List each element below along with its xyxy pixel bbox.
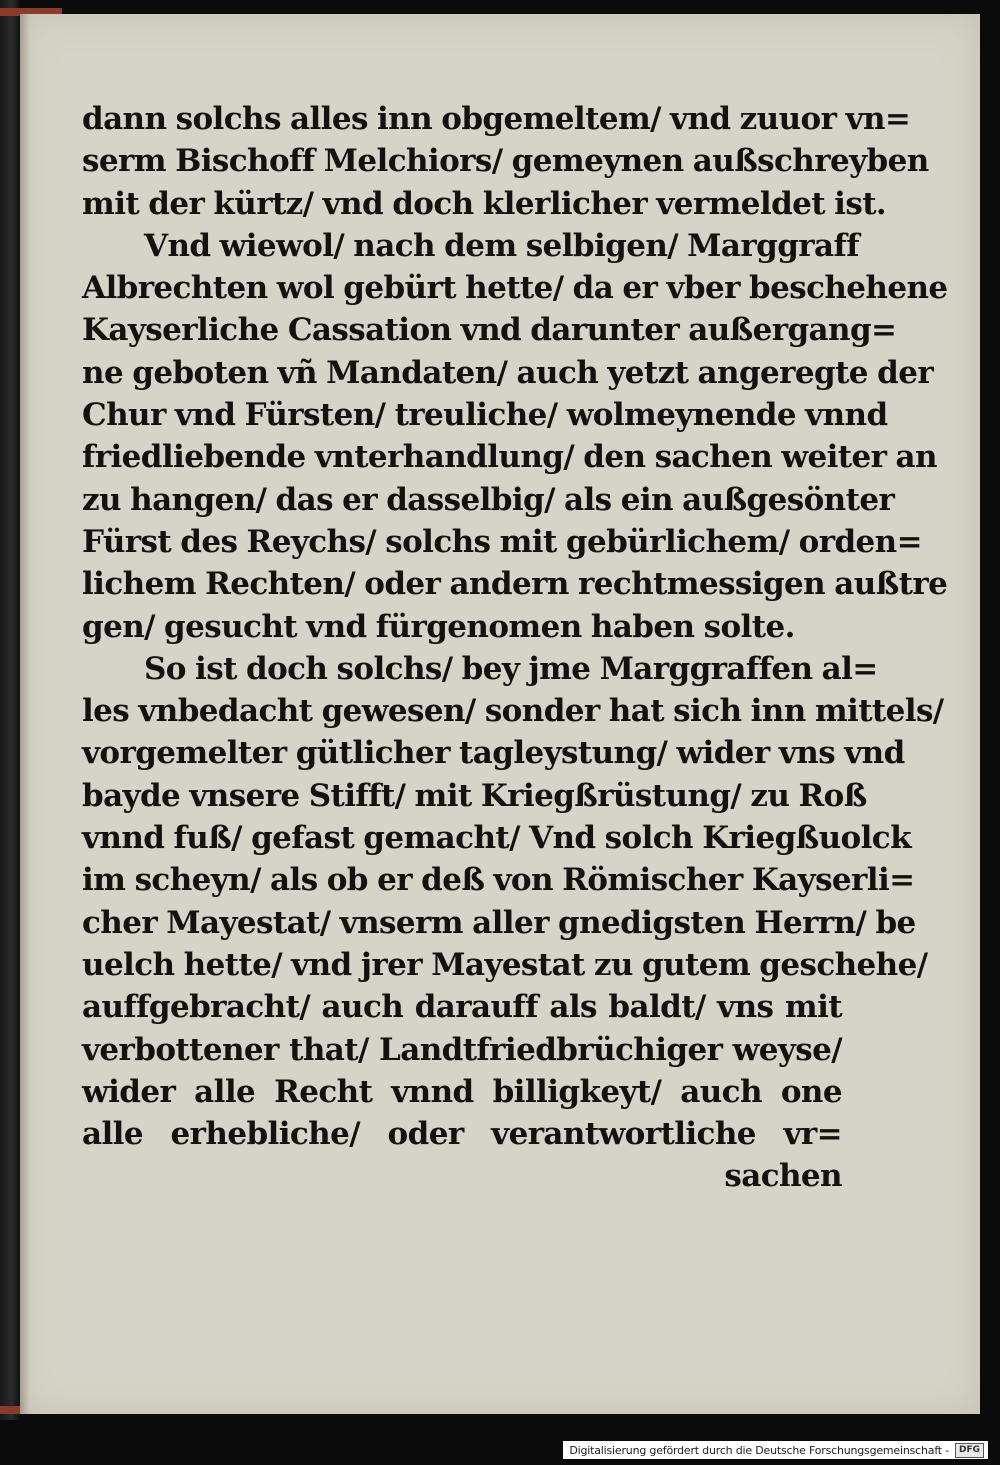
text-line: im scheyn/ als ob er deß von Römischer Kayserli= <box>82 862 915 899</box>
text-line: bayde vnsere Stifft/ mit Kriegßrüstung/ zu Roß <box>82 777 867 814</box>
text-line: verbottener that/ Landtfriedbrüchiger weyse/ <box>82 1031 842 1068</box>
dfg-logo-icon: DFG <box>955 1443 984 1458</box>
text-line: Albrechten wol gebürt hette/ da er vber beschehene <box>82 270 948 307</box>
text-line: serm Bischoff Melchiors/ gemeynen außschreyben <box>82 143 929 180</box>
text-line: friedliebende vnterhandlung/ den sachen weiter an <box>82 439 937 476</box>
paragraph-start-line: Vnd wiewol/ nach dem selbigen/ Marggraff <box>144 227 859 264</box>
funding-credit <box>563 1441 988 1459</box>
text-line: vorgemelter gütlicher tagleystung/ wider vns vnd <box>82 735 905 772</box>
text-line: alle erhebliche/ oder verantwortliche vr= <box>82 1116 842 1153</box>
text-line: gen/ gesucht vnd fürgenomen haben solte. <box>82 608 795 645</box>
text-line: dann solchs alles inn obgemeltem/ vnd zuuor vn= <box>82 101 911 137</box>
text-line: cher Mayestat/ vnserm aller gnedigsten Herrn/ be <box>82 904 916 941</box>
text-line: Chur vnd Fürsten/ treuliche/ wolmeynende vnnd <box>82 397 888 434</box>
text-line: wider alle Recht vnnd billigkeyt/ auch one <box>82 1073 842 1110</box>
text-line: auffgebracht/ auch darauff als baldt/ vns mit <box>82 989 842 1026</box>
text-line: Fürst des Reychs/ solchs mit gebürlichem/ orden= <box>82 523 922 560</box>
text-line: lichem Rechten/ oder andern rechtmessigen außtre <box>82 566 948 603</box>
catchword: sachen <box>724 1158 842 1195</box>
text-line: les vnbedacht gewesen/ sonder hat sich inn mittels/ <box>82 693 944 730</box>
text-line: uelch hette/ vnd jrer Mayestat zu gutem geschehe/ <box>82 946 928 983</box>
paragraph-start-line: So ist doch solchs/ bey jme Marggraffen al= <box>144 650 878 687</box>
text-line: Kayserliche Cassation vnd darunter außergang= <box>82 312 897 349</box>
book-spine <box>0 0 20 1420</box>
funding-credit-text: Digitalisierung gefördert durch die Deutsche Forschungsgemeinschaft - <box>569 1443 949 1457</box>
text-line: vnnd fuß/ gefast gemacht/ Vnd solch Kriegßuolck <box>82 820 911 857</box>
page-text <box>82 98 948 1198</box>
page-gutter-shadow <box>20 14 30 1414</box>
text-line: mit der kürtz/ vnd doch klerlicher vermeldet ist. <box>82 185 887 222</box>
text-line: ne geboten vñ Mandaten/ auch yetzt angeregte der <box>82 354 934 391</box>
text-line: zu hangen/ das er dasselbig/ als ein außgesönter <box>82 481 895 518</box>
